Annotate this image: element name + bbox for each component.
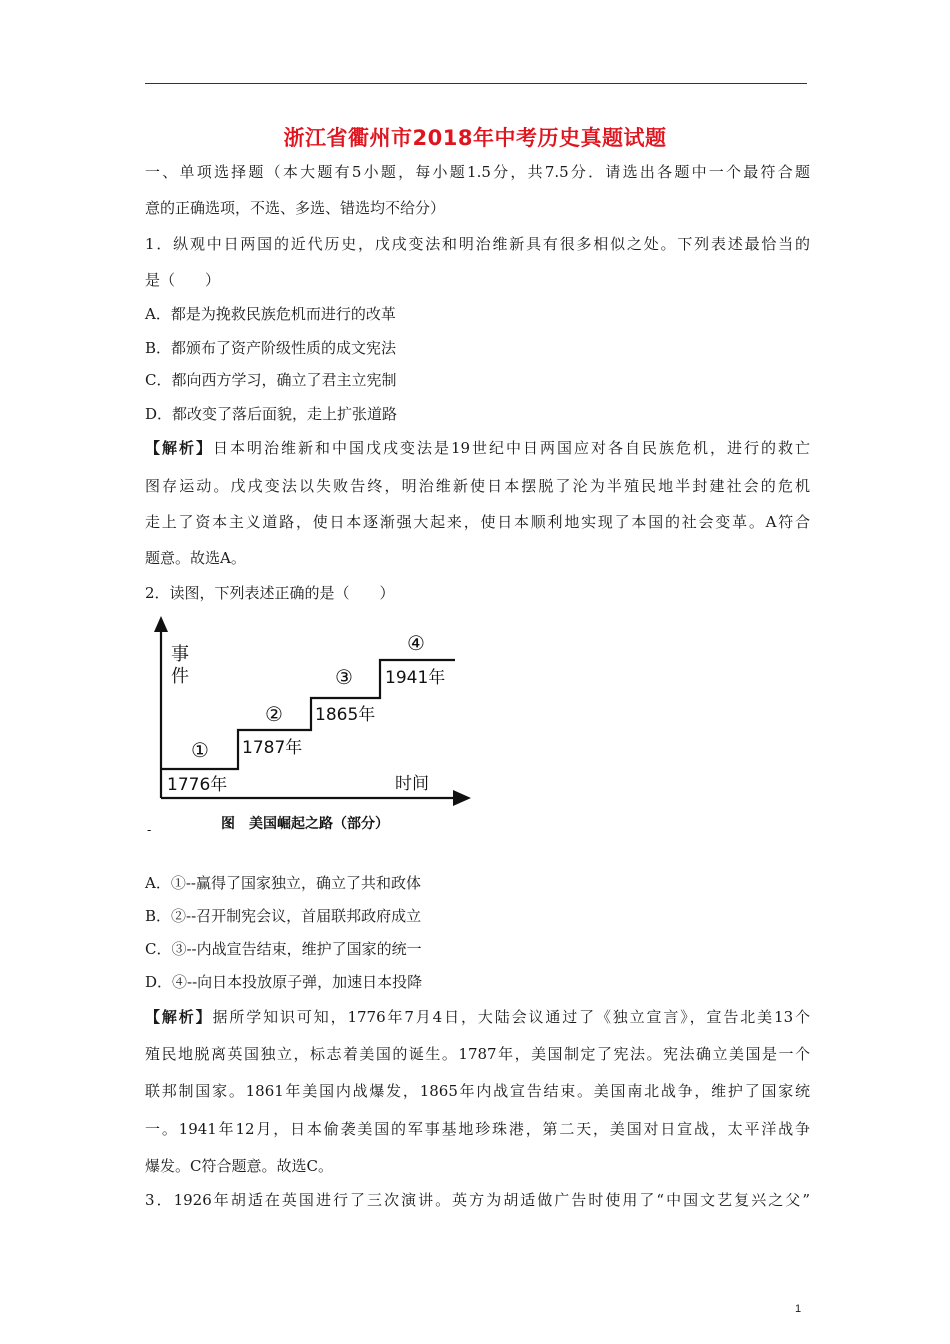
figure-caption: 图 美国崛起之路（部分） <box>221 816 389 832</box>
q2-analysis-line-1: 【解析】据所学知识可知，1776年7月4日，大陆会议通过了《独立宣言》，宣告北美13个 <box>145 1008 810 1026</box>
q1-option-a: A．都是为挽救民族危机而进行的改革 <box>145 305 396 323</box>
us-rise-staircase-figure <box>145 612 480 837</box>
q1-stem-line-1: 1．纵观中日两国的近代历史，戊戌变法和明治维新具有很多相似之处。下列表述最恰当的 <box>145 235 810 253</box>
y-axis-label-char-1: 事 <box>171 644 189 665</box>
q2-option-c: C．③--内战宣告结束，维护了国家的统一 <box>145 940 422 958</box>
q2-option-d: D．④--向日本投放原子弹，加速日本投降 <box>145 973 423 991</box>
page-number: 1 <box>795 1303 802 1315</box>
step-4-year: 1941年 <box>385 668 446 688</box>
step-1-marker: ① <box>191 738 209 762</box>
q3-stem-line-1: 3．1926年胡适在英国进行了三次演讲。英方为胡适做广告时使用了“中国文艺复兴之父” <box>145 1191 810 1209</box>
q2-option-b: B．②--召开制宪会议，首届联邦政府成立 <box>145 907 422 925</box>
step-1-year: 1776年 <box>167 775 228 795</box>
page-title: 浙江省衢州市2018年中考历史真题试题 <box>283 126 667 150</box>
q1-option-b: B．都颁布了资产阶级性质的成文宪法 <box>145 339 397 357</box>
q1-analysis-line-3: 走上了资本主义道路，使日本逐渐强大起来，使日本顺利地实现了本国的社会变革。A符合 <box>145 513 810 531</box>
q2-analysis-line-2: 殖民地脱离英国独立，标志着美国的诞生。1787年，美国制定了宪法。宪法确立美国是一个 <box>145 1045 810 1063</box>
q1-option-d: D．都改变了落后面貌，走上扩张道路 <box>145 405 398 423</box>
q2-analysis-line-3: 联邦制国家。1861年美国内战爆发，1865年内战宣告结束。美国南北战争，维护了国家统 <box>145 1082 810 1100</box>
q2-stem: 2．读图，下列表述正确的是（ ） <box>145 584 395 602</box>
q2-option-a: A．①--赢得了国家独立，确立了共和政体 <box>145 874 421 892</box>
section-heading-line-2: 意的正确选项，不选、多选、错选均不给分） <box>145 199 446 217</box>
q2-analysis-line-5: 爆发。C符合题意。故选C。 <box>145 1157 333 1175</box>
y-axis-label-char-2: 件 <box>171 666 189 687</box>
analysis-tag: 【解析】 <box>145 1008 213 1026</box>
q2-analysis-line-4: 一。1941年12月，日本偷袭美国的军事基地珍珠港，第二天，美国对日宣战，太平洋战争 <box>145 1120 810 1138</box>
x-axis-label: 时间 <box>395 774 429 794</box>
y-axis-arrow <box>154 616 168 632</box>
step-4-marker: ④ <box>407 631 425 655</box>
q1-analysis-line-1: 【解析】日本明治维新和中国戊戌变法是19世纪中日两国应对各自民族危机，进行的救亡 <box>145 439 810 457</box>
step-2-year: 1787年 <box>242 738 303 758</box>
q1-option-c: C．都向西方学习，确立了君主立宪制 <box>145 371 397 389</box>
stray-mark: - <box>147 823 152 837</box>
q1-stem-line-2: 是（ ） <box>145 271 221 289</box>
section-heading-line-1: 一、单项选择题（本大题有5小题，每小题1.5分，共7.5分．请选出各题中一个最符合题 <box>145 163 810 181</box>
q1-analysis-line-4: 题意。故选A。 <box>145 549 246 567</box>
step-2-marker: ② <box>265 702 283 726</box>
analysis-tag: 【解析】 <box>145 439 213 457</box>
header-rule <box>145 83 807 84</box>
q1-analysis-line-2: 图存运动。戊戌变法以失败告终，明治维新使日本摆脱了沦为半殖民地半封建社会的危机 <box>145 477 810 495</box>
step-3-marker: ③ <box>335 665 353 689</box>
x-axis-arrow <box>453 790 471 806</box>
step-3-year: 1865年 <box>315 705 376 725</box>
